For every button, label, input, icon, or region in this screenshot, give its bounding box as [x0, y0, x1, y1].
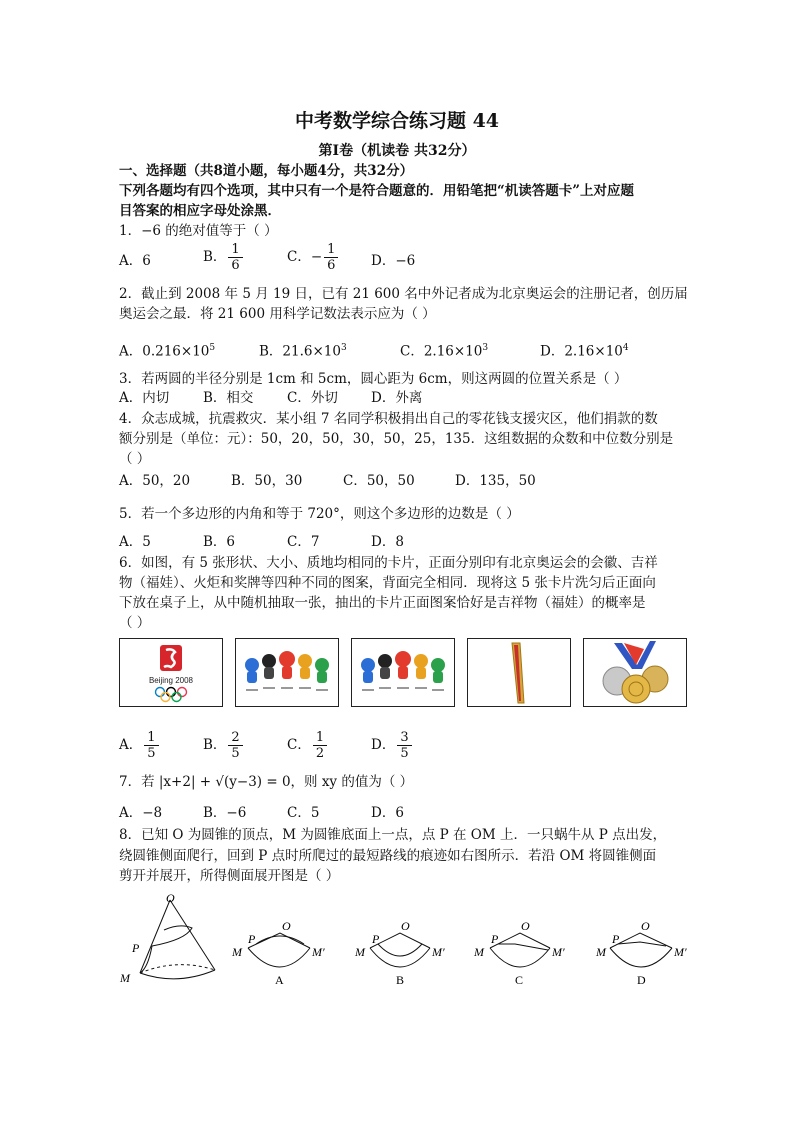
- question-6-line-4: （ ）: [119, 615, 151, 631]
- question-8-line-3: 剪开并展开，所得侧面展开图是（ ）: [119, 868, 340, 884]
- fig-c-label-p: P: [491, 932, 499, 946]
- q4-option-b: B．50，30: [231, 473, 303, 489]
- q5-option-c: C．7: [287, 534, 320, 550]
- card-medals: [583, 638, 687, 707]
- fig-d-label-p: P: [612, 932, 620, 946]
- q3-option-d: D．外离: [371, 390, 423, 406]
- q4-option-d: D．135，50: [455, 473, 536, 489]
- question-8-line-1: 8．已知 O 为圆锥的顶点，M 为圆锥底面上一点，点 P 在 OM 上．一只蜗牛从 P 点出发，: [119, 827, 667, 843]
- q3-option-b: B．相交: [203, 390, 254, 406]
- olympic-torch-icon: [468, 639, 570, 706]
- q5-option-a: A．5: [119, 534, 151, 550]
- fig-d-label-m: M: [596, 945, 606, 959]
- q1-option-a: A．6: [119, 253, 151, 269]
- q3-option-a: A．内切: [119, 390, 170, 406]
- q4-option-c: C．50，50: [343, 473, 415, 489]
- q7-option-b: B．−6: [203, 805, 247, 821]
- fig-b-label-p: P: [372, 932, 380, 946]
- question-2-line-1: 2．截止到 2008 年 5 月 19 日，已有 21 600 名中外记者成为北京奥运会的注册记者，创历届: [119, 286, 688, 302]
- question-4-line-2: 额分别是（单位：元）：50，20，50，30，50，25，135．这组数据的众数和中位数分别是: [119, 431, 674, 447]
- q3-option-c: C．外切: [287, 390, 338, 406]
- fraction: $\frac{1}{6}$: [324, 242, 338, 273]
- question-7-stem: 7．若 |x+2| + √(y−3) = 0，则 xy 的值为（ ）: [119, 774, 414, 790]
- q7-option-c: C．5: [287, 805, 320, 821]
- question-1-stem: 1．−6 的绝对值等于（ ）: [119, 223, 278, 239]
- q1-option-d: D．−6: [371, 253, 416, 269]
- question-8-line-2: 绕圆锥侧面爬行，回到 P 点时所爬过的最短路线的痕迹如右图所示．若沿 OM 将圆锥侧面: [119, 848, 657, 864]
- logo-text: Beijing 2008: [148, 676, 194, 685]
- fraction: $\frac{3}{5}$: [397, 730, 411, 761]
- fig-b-caption: B: [396, 973, 405, 987]
- fraction: $\frac{1}{6}$: [228, 242, 242, 273]
- q2-option-d: D．$2.16\times 10^4$: [540, 343, 629, 360]
- q5-option-d: D．8: [371, 534, 404, 550]
- fuwa-mascots-icon: [236, 639, 338, 706]
- cone-label-m: M: [120, 971, 130, 985]
- question-6-line-2: 物（福娃）、火炬和奖牌等四种不同的图案，背面完全相同．现将这 5 张卡片洗匀后正面向: [119, 575, 656, 591]
- q5-option-b: B．6: [203, 534, 236, 550]
- q7-option-a: A．−8: [119, 805, 163, 821]
- fig-a-label-m2: M′: [312, 945, 325, 959]
- question-4-line-1: 4．众志成城，抗震救灾．某小组 7 名同学积极捐出自己的零花钱支援灾区，他们捐款的数: [119, 411, 658, 427]
- page-title: 中考数学综合练习题 44: [294, 110, 500, 132]
- card-torch: [467, 638, 571, 707]
- fig-c-label-m2: M′: [552, 945, 565, 959]
- fig-c-caption: C: [515, 973, 524, 987]
- fig-c-label-m: M: [474, 945, 484, 959]
- olympic-emblem-icon: [120, 639, 222, 706]
- fig-b-label-o: O: [401, 919, 410, 933]
- question-4-line-3: （ ）: [119, 451, 151, 467]
- cone-figure: [140, 900, 215, 979]
- fuwa-mascots-icon: [352, 639, 454, 706]
- fig-d-label-o: O: [641, 919, 650, 933]
- q1-option-c: C．− $\frac{1}{6}$: [287, 242, 340, 273]
- instruction-line-2: 目答案的相应字母处涂黑．: [119, 203, 281, 219]
- fig-b-label-m2: M′: [432, 945, 445, 959]
- q6-option-c: C． $\frac{1}{2}$: [287, 730, 329, 761]
- question-6-line-1: 6．如图，有 5 张形状、大小、质地均相同的卡片，正面分别印有北京奥运会的会徽、吉祥: [119, 555, 658, 571]
- question-6-line-3: 下放在桌子上，从中随机抽取一张，抽出的卡片正面图案恰好是吉祥物（福娃）的概率是: [119, 595, 646, 611]
- q2-option-c: C．$2.16\times 10^3$: [400, 343, 489, 360]
- page-subtitle: 第Ⅰ卷（机读卷 共32分）: [318, 143, 476, 159]
- q4-option-a: A．50，20: [119, 473, 191, 489]
- fig-d-caption: D: [637, 973, 646, 987]
- question-5-stem: 5．若一个多边形的内角和等于 720°，则这个多边形的边数是（ ）: [119, 506, 520, 522]
- q6-option-d: D． $\frac{3}{5}$: [371, 730, 414, 761]
- figure-c: [490, 933, 550, 967]
- fig-a-label-m: M: [232, 945, 242, 959]
- q2-option-b: B．$21.6\times 10^3$: [259, 343, 347, 360]
- fraction: $\frac{2}{5}$: [228, 730, 242, 761]
- fig-c-label-o: O: [521, 919, 530, 933]
- card-olympic-emblem: [119, 638, 223, 707]
- fig-b-label-m: M: [355, 945, 365, 959]
- cone-label-p: P: [132, 941, 140, 955]
- question-2-line-2: 奥运会之最．将 21 600 用科学记数法表示应为（ ）: [119, 306, 436, 322]
- q1-option-b: B． $\frac{1}{6}$: [203, 242, 245, 273]
- fig-a-label-p: P: [248, 932, 256, 946]
- q6-option-a: A． $\frac{1}{5}$: [119, 730, 161, 761]
- olympic-medals-icon: [584, 639, 686, 706]
- question-8-figures: [110, 888, 710, 998]
- fraction: $\frac{1}{2}$: [313, 730, 327, 761]
- fraction: $\frac{1}{5}$: [144, 730, 158, 761]
- instruction-line-1: 下列各题均有四个选项，其中只有一个是符合题意的．用铅笔把“机读答题卡”上对应题: [119, 183, 635, 199]
- cone-label-o: O: [166, 891, 175, 905]
- fig-a-caption: A: [275, 973, 284, 987]
- q6-option-b: B． $\frac{2}{5}$: [203, 730, 245, 761]
- q7-option-d: D．6: [371, 805, 404, 821]
- question-3-stem: 3．若两圆的半径分别是 1cm 和 5cm，圆心距为 6cm，则这两圆的位置关系是（ ）: [119, 371, 628, 387]
- fig-d-label-m2: M′: [674, 945, 687, 959]
- card-fuwa-1: [235, 638, 339, 707]
- card-fuwa-2: [351, 638, 455, 707]
- fig-a-label-o: O: [282, 919, 291, 933]
- q2-option-a: A．$0.216\times 10^5$: [119, 343, 216, 360]
- figure-a: [248, 933, 310, 967]
- section-heading: 一、选择题（共8道小题，每小题4分，共32分）: [119, 163, 414, 179]
